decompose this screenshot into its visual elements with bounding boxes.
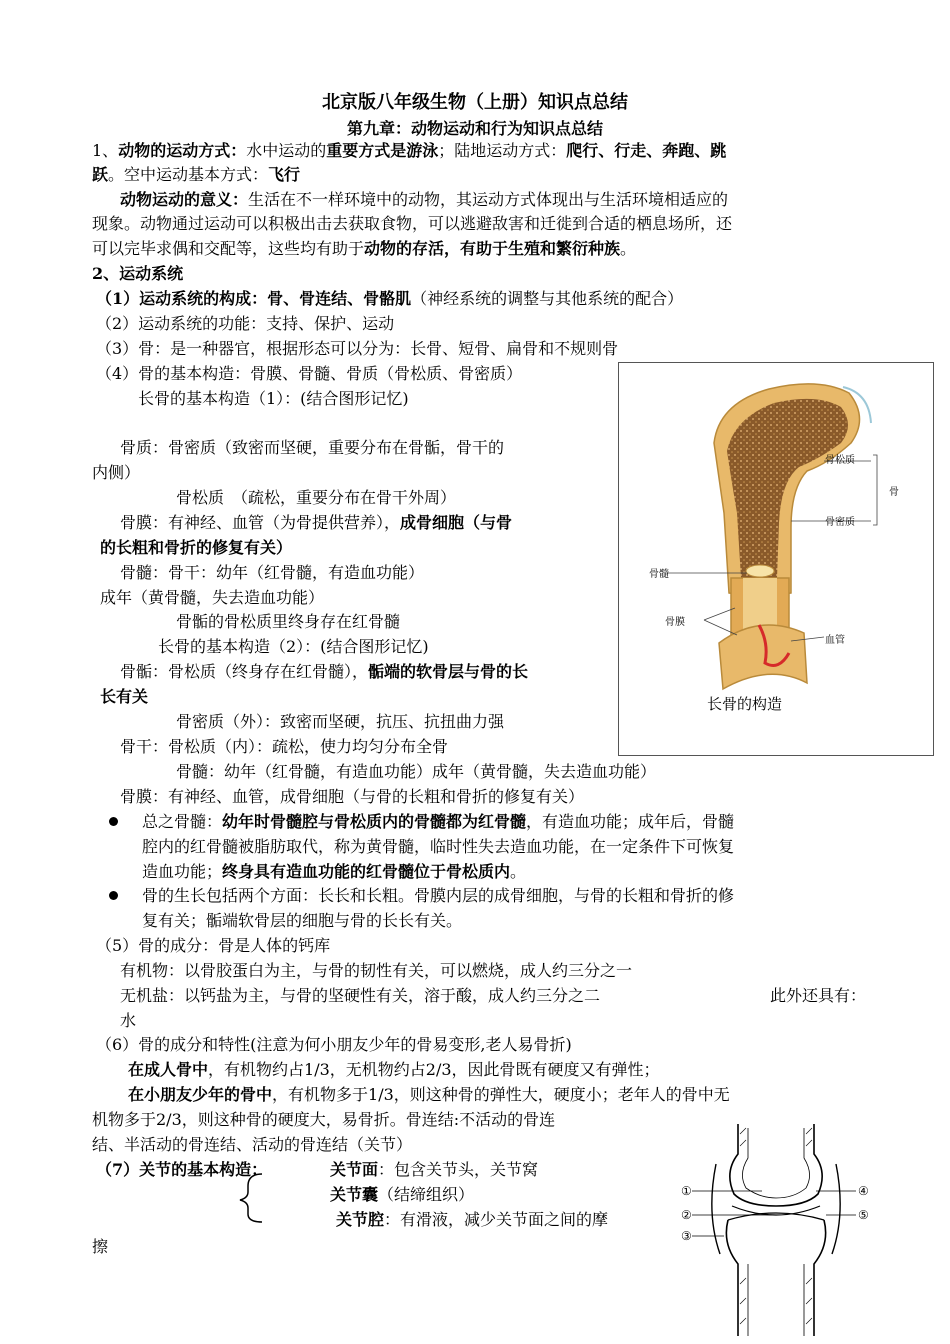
s2-p5b: 无机盐：以钙盐为主，与骨的坚硬性有关，溶于酸，成人约三分之二 [120, 986, 601, 1005]
label-compact-bone: 骨密质 [825, 517, 855, 528]
s2-p4: （4）骨的基本构造：骨膜、骨髓、骨质（骨松质、骨密质） [96, 364, 523, 383]
joint-illustration [676, 1124, 876, 1336]
label-periosteum: 骨膜 [665, 617, 685, 628]
s1-line1: 1、动物的运动方式：水中运动的重要方式是游泳；陆地运动方式：爬行、行走、奔跑、跳 [92, 141, 727, 160]
joint-cavity: 关节腔：有滑液，减少关节面之间的摩 [336, 1210, 609, 1229]
label-bone-substance: 骨 [889, 487, 899, 498]
s2-p6b: 在小朋友少年的骨中，有机物多于1/3，则这种骨的弹性大，硬度小；老年人的骨中无 [128, 1085, 730, 1104]
s2-p6d: 结、半活动的骨连结、活动的骨连结（关节） [92, 1135, 413, 1154]
s2-bl2: 骨的生长包括两个方面：长长和长粗。骨膜内层的成骨细胞，与骨的长粗和骨折的修 [142, 886, 735, 905]
label-marrow: 骨髓 [649, 569, 669, 580]
brace-icon [232, 1170, 272, 1226]
joint-label-2: ② [681, 1208, 692, 1222]
s1-line3: 动物运动的意义：生活在不一样环境中的动物，其运动方式体现出与生活环境相适应的 [120, 190, 729, 209]
long-bone-figure [618, 362, 934, 756]
s2-q4b: 成年（黄骨髓，失去造血功能） [100, 588, 325, 607]
s2-q2: 骨松质 （疏松，重要分布在骨干外周） [176, 488, 457, 507]
s2-bl1e: 造血功能；终身具有造血功能的红骨髓位于骨松质内。 [142, 862, 527, 881]
s1-line5: 可以完毕求偶和交配等，这些均有助于动物的存活，有助于生殖和繁衍种族。 [92, 239, 637, 258]
s2-p5a: 有机物：以骨胶蛋白为主，与骨的韧性有关，可以燃烧，成人约三分之一 [120, 961, 633, 980]
s2-p2: （2）运动系统的功能：支持、保护、运动 [96, 314, 395, 333]
s2-q1b: 内侧） [92, 463, 141, 482]
s2-q7: 骨骺：骨松质（终身存在红骨髓），骺端的软骨层与骨的长 [120, 662, 529, 681]
s2-q11: 骨膜：有神经、血管，成骨细胞（与骨的长粗和骨折的修复有关） [120, 787, 585, 806]
s2-q10: 骨髓：幼年（红骨髓，有造血功能）成年（黄骨髓，失去造血功能） [176, 762, 657, 781]
joint-surface: 关节面：包含关节头，关节窝 [330, 1160, 539, 1179]
s2-bl1: 总之骨髓：幼年时骨髓腔与骨松质内的骨髓都为红骨髓，有造血功能；成年后，骨髓 [142, 812, 735, 831]
joint-label-1: ① [681, 1184, 692, 1198]
s2-p6c: 机物多于2/3，则这种骨的硬度大，易骨折。骨连结:不活动的骨连 [92, 1110, 556, 1129]
s2-q5: 骨骺的骨松质里终身存在红骨髓 [176, 612, 401, 631]
s2-p6: （6）骨的成分和特性(注意为何小朋友少年的骨易变形,老人易骨折) [96, 1035, 572, 1054]
s2-p1: （1）运动系统的构成：骨、骨连结、骨骼肌（神经系统的调整与其他系统的配合） [96, 289, 684, 308]
page-title: 北京版八年级生物（上册）知识点总结 [322, 92, 628, 113]
s1-line2: 跃。空中运动基本方式：飞行 [92, 165, 301, 184]
s2-q3b: 的长粗和骨折的修复有关） [100, 538, 293, 557]
joint-label-5: ⑤ [858, 1208, 869, 1222]
s2-q8: 骨密质（外）：致密而坚硬，抗压、抗扭曲力强 [176, 712, 505, 731]
s2-heading: 2、运动系统 [92, 264, 184, 283]
figure-caption: 长骨的构造 [707, 695, 783, 713]
s2-q7b: 长有关 [100, 687, 149, 706]
s2-q4: 骨髓：骨干：幼年（红骨髓，有造血功能） [120, 563, 425, 582]
joint-capsule: 关节囊（结缔组织） [330, 1185, 475, 1204]
s2-p5: （5）骨的成分：骨是人体的钙库 [96, 936, 331, 955]
s1-line4: 现象。动物通过运动可以积极出击去获取食物，可以逃避敌害和迁徙到合适的栖息场所，还 [92, 214, 733, 233]
joint-label-3: ③ [681, 1229, 692, 1243]
s2-p5b2: 此外还具有： [770, 986, 867, 1005]
s2-p5c: 水 [120, 1011, 137, 1030]
s2-j4: 擦 [92, 1237, 109, 1256]
s2-bl2b: 复有关；骺端软骨层的细胞与骨的长长有关。 [142, 911, 463, 930]
s2-bl1d: 腔内的红骨髓被脂肪取代，称为黄骨髓，临时性失去造血功能，在一定条件下可恢复 [142, 837, 735, 856]
s2-p3: （3）骨：是一种器官，根据形态可以分为：长骨、短骨、扁骨和不规则骨 [96, 339, 619, 358]
label-spongy-bone: 骨松质 [825, 455, 855, 466]
s2-p6a: 在成人骨中，有机物约占1/3，无机物约占2/3，因此骨既有硬度又有弹性； [128, 1060, 660, 1079]
bullet-dot [109, 891, 118, 900]
page-subtitle: 第九章：动物运动和行为知识点总结 [346, 119, 603, 138]
s2-q1: 骨质：骨密质（致密而坚硬，重要分布在骨骺，骨干的 [120, 438, 505, 457]
s2-q6: 长骨的基本构造（2）：(结合图形记忆) [158, 637, 429, 656]
joint-label-4: ④ [858, 1184, 869, 1198]
s2-p4a: 长骨的基本构造（1）：(结合图形记忆) [138, 389, 409, 408]
s2-p7: （7）关节的基本构造： [96, 1160, 268, 1179]
s2-q9: 骨干：骨松质（内）：疏松，使力均匀分布全骨 [120, 737, 449, 756]
label-blood-vessel: 血管 [825, 635, 845, 646]
s2-q3: 骨膜：有神经、血管（为骨提供营养），成骨细胞（与骨 [120, 513, 513, 532]
bullet-dot [109, 817, 118, 826]
